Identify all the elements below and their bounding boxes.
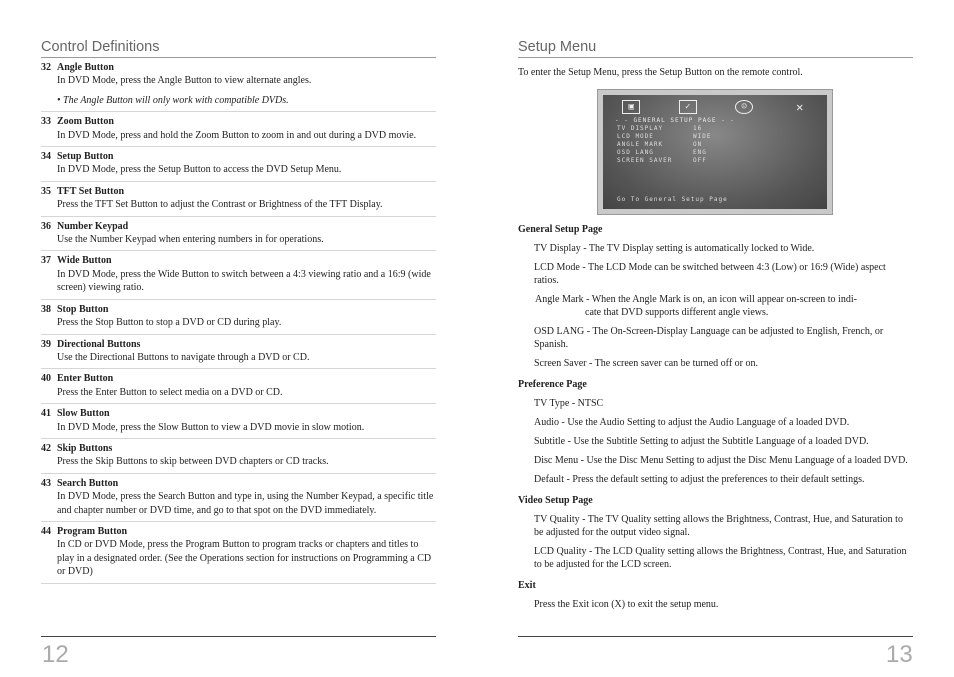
setting-description: LCD Mode - The LCD Mode can be switched between 4:3 (Low) or 16:9 (Wide) aspect ratios.	[534, 262, 886, 286]
control-item-description: In DVD Mode, press the Angle Button to view alternate angles.	[57, 75, 312, 87]
control-item-name: Number Keypad	[57, 220, 129, 232]
screen-setting-row	[603, 133, 827, 141]
control-item-number: 35	[41, 185, 51, 197]
screen-setting-name: SCREEN SAVER	[617, 157, 673, 164]
screen-footer: Go To General Setup Page	[617, 196, 728, 203]
control-item-note: • The Angle Button will only work with compatible DVDs.	[57, 94, 289, 106]
control-item-description: Use the Directional Buttons to navigate through a DVD or CD.	[57, 351, 310, 363]
control-item-number: 39	[41, 338, 51, 350]
preference-icon: ☺	[735, 100, 753, 114]
control-item-number: 41	[41, 408, 51, 420]
page-number: 12	[42, 641, 69, 668]
control-item-description: In DVD Mode, press the Search Button and type in, using the Number Keypad, a specific title and chapter number or DVD time, and go to that spot on the DVD immediately.	[57, 491, 434, 516]
setting-description: Screen Saver - The screen saver can be turned off or on.	[534, 358, 758, 369]
control-item-description: In DVD Mode, press the Wide Button to switch between a 4:3 viewing ratio and a 16:9 (wide screen) viewing ratio.	[57, 268, 431, 294]
control-item-description: In DVD Mode, press the Slow Button to view a DVD movie in slow motion.	[57, 421, 365, 433]
control-item-heading	[41, 442, 436, 455]
control-item-description: Press the Stop Button to stop a DVD or CD during play.	[57, 317, 282, 329]
section-title: Control Definitions	[41, 38, 436, 58]
control-item-description: Press the Enter Button to select media on a DVD or CD.	[57, 386, 283, 398]
control-item-heading	[41, 150, 436, 163]
screen-rows	[603, 125, 827, 165]
setting-description: Default - Press the default setting to adjust the preferences to their default settings.	[534, 474, 865, 485]
control-item	[41, 147, 436, 182]
section-title: Setup Menu	[518, 38, 913, 58]
setting-description: TV Quality - The TV Quality setting allows the Brightness, Contrast, Hue, and Saturation to be adjusted for the output video signal.	[534, 514, 903, 538]
screen-setting-name: OSD LANG	[617, 149, 654, 156]
control-item-heading	[41, 303, 436, 316]
control-item-heading	[41, 372, 436, 385]
control-definitions-list	[41, 58, 436, 584]
screen-setting-name: ANGLE MARK	[617, 141, 664, 148]
video-setup-icon: ✓	[679, 100, 697, 114]
screen-setting-row	[603, 141, 827, 149]
control-item-description: Use the Number Keypad when entering numbers in for operations.	[57, 234, 324, 246]
control-item-name: Skip Buttons	[57, 442, 113, 454]
control-item	[41, 217, 436, 252]
page-number: 13	[886, 641, 913, 668]
control-item-description: Press the TFT Set Button to adjust the Contrast or Brightness of the TFT Display.	[57, 199, 383, 211]
control-item	[41, 300, 436, 335]
screen-setting-name: TV DISPLAY	[617, 125, 664, 132]
control-item-description: In CD or DVD Mode, press the Program Button to program tracks or chapters and titles to play in a designated order. (See the Operations section for instructions on Programming a CD or DVD)	[57, 539, 432, 578]
control-item-number: 34	[41, 151, 51, 163]
control-item	[41, 335, 436, 370]
control-item-number: 36	[41, 220, 51, 232]
general-setup-icon: ▣	[622, 100, 640, 114]
footer-divider	[41, 636, 436, 637]
setting-description: LCD Quality - The LCD Quality setting allows the Brightness, Contrast, Hue, and Saturation to be adjusted for the LCD screen.	[534, 546, 907, 570]
control-item-heading	[41, 407, 436, 420]
control-item-number: 32	[41, 62, 51, 73]
screen-header: - - GENERAL SETUP PAGE - -	[615, 117, 735, 124]
screen-setting-row	[603, 157, 827, 165]
control-item-heading	[41, 254, 436, 267]
control-item-name: Enter Button	[57, 373, 114, 385]
control-item-name: Setup Button	[57, 151, 114, 163]
section-heading: Preference Page	[518, 379, 587, 390]
control-item	[41, 58, 436, 112]
control-item	[41, 522, 436, 584]
control-item-heading	[41, 525, 436, 538]
control-item-heading	[41, 115, 436, 128]
control-item-number: 43	[41, 477, 51, 489]
screen-setting-value: OFF	[693, 157, 707, 164]
control-item	[41, 474, 436, 522]
setup-menu-icon-bar	[603, 95, 827, 117]
setup-menu-screenshot	[597, 89, 833, 215]
control-item	[41, 112, 436, 147]
control-item-name: Directional Buttons	[57, 338, 141, 350]
left-page	[41, 0, 436, 677]
control-item-name: Slow Button	[57, 408, 110, 420]
angle-mark-description	[518, 293, 913, 319]
control-item-heading	[41, 220, 436, 233]
section-heading: General Setup Page	[518, 224, 603, 235]
screen-setting-value: ON	[693, 141, 703, 148]
setting-description: Press the Exit icon (X) to exit the setup menu.	[534, 599, 719, 610]
section-heading: Exit	[518, 580, 536, 591]
control-item	[41, 251, 436, 299]
control-item-name: Stop Button	[57, 303, 109, 315]
setting-description: Audio - Use the Audio Setting to adjust the Audio Language of a loaded DVD.	[534, 417, 850, 428]
setting-description: Subtitle - Use the Subtitle Setting to adjust the Subtitle Language of a loaded DVD.	[534, 436, 869, 447]
section-heading: Video Setup Page	[518, 495, 593, 506]
control-item-name: Zoom Button	[57, 116, 114, 128]
screen-setting-name: LCD MODE	[617, 133, 654, 140]
setting-description: TV Display - The TV Display setting is automatically locked to Wide.	[534, 243, 815, 254]
exit-icon: ✕	[796, 100, 804, 114]
control-item-number: 44	[41, 525, 51, 537]
right-page	[518, 0, 913, 677]
control-item-name: Program Button	[57, 525, 128, 537]
control-item-description: In DVD Mode, press the Setup Button to access the DVD Setup Menu.	[57, 164, 342, 176]
control-item	[41, 404, 436, 439]
angle-mark-line: cate that DVD supports different angle views.	[585, 307, 769, 318]
control-item-name: Angle Button	[57, 62, 114, 73]
setting-description: Disc Menu - Use the Disc Menu Setting to adjust the Disc Menu Language of a loaded DVD.	[534, 455, 908, 466]
control-item-name: Search Button	[57, 477, 119, 489]
footer-divider	[518, 636, 913, 637]
control-item-number: 37	[41, 255, 51, 267]
setting-description: TV Type - NTSC	[534, 398, 604, 409]
control-item-description: Press the Skip Buttons to skip between DVD chapters or CD tracks.	[57, 456, 329, 468]
control-item	[41, 182, 436, 217]
intro-text: To enter the Setup Menu, press the Setup Button on the remote control.	[518, 67, 803, 78]
control-item-heading	[41, 338, 436, 351]
control-item-number: 38	[41, 303, 51, 315]
control-item-number: 40	[41, 373, 51, 385]
control-item-heading	[41, 185, 436, 198]
control-item-heading	[41, 61, 436, 74]
angle-mark-line: Angle Mark - When the Angle Mark is on, an icon will appear on-screen to indi-	[535, 294, 857, 305]
control-item-name: TFT Set Button	[57, 185, 125, 197]
screen-setting-row	[603, 125, 827, 133]
control-item-name: Wide Button	[57, 255, 112, 267]
setup-menu-screen	[603, 95, 827, 209]
screen-setting-value: WIDE	[693, 133, 712, 140]
control-item-number: 33	[41, 116, 51, 128]
control-item	[41, 369, 436, 404]
control-item-description: In DVD Mode, press and hold the Zoom Button to zoom in and out during a DVD movie.	[57, 129, 417, 141]
setting-description: OSD LANG - The On-Screen-Display Language can be adjusted to English, French, or Spanish.	[534, 326, 884, 350]
screen-setting-value: 16	[693, 125, 703, 132]
setup-sections	[518, 223, 913, 611]
screen-setting-row	[603, 149, 827, 157]
control-item	[41, 439, 436, 474]
control-item-heading	[41, 477, 436, 490]
screen-setting-value: ENG	[693, 149, 707, 156]
control-item-number: 42	[41, 442, 51, 454]
